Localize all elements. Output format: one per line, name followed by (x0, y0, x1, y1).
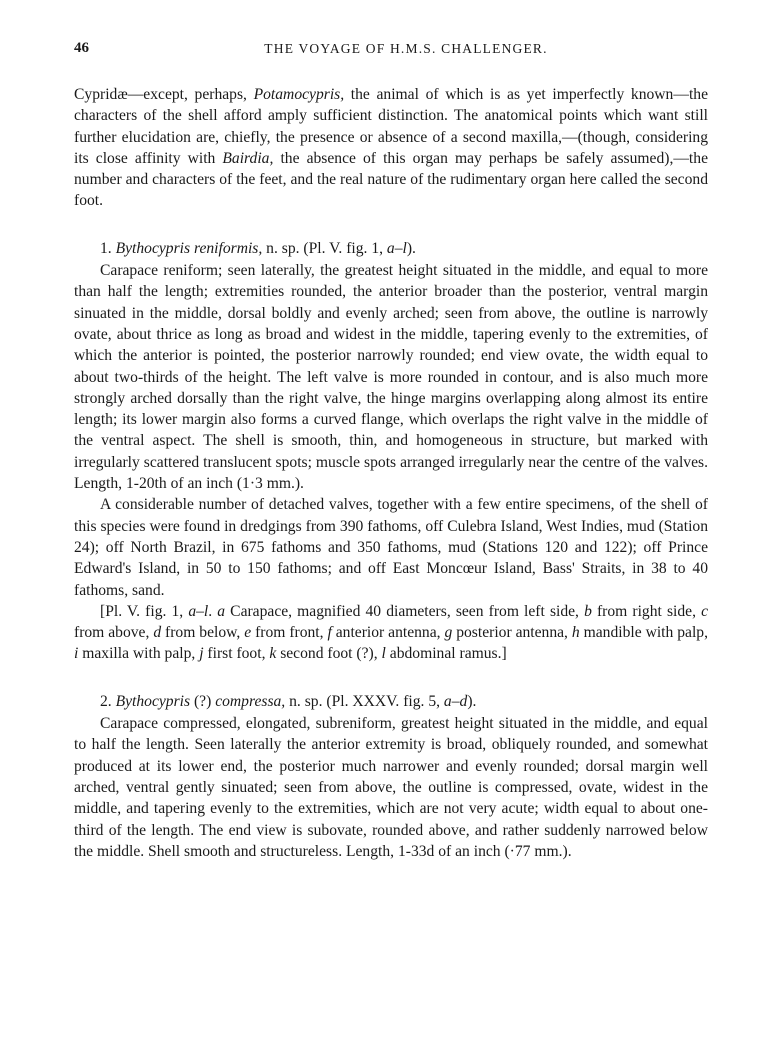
page-header (74, 40, 708, 64)
species-description-reniformis: Carapace reniform; seen laterally, the greatest height situated in the middle, and equal to more than half the length; extremities rounded, the anterior broader than the posterior, ventral margin sinuated in the middle, dorsal boldly and evenly arched; seen from above, the outline is narrowly ovate, about thrice as long as broad and widest in the middle, tapering evenly to the extremities, of which the anterior is pointed, the posterior narrowly rounded; end view ovate, the width equal to about two-thirds of the height. The left valve is more rounded in contour, and is also much more strongly arched dorsally than the right valve, the hinge margins overlapping along almost its entire length; its lower margin also forms a curved flange, which overlaps the right valve in the middle of the ventral aspect. The shell is smooth, thin, and homogeneous in structure, but marked with irregularly scattered translucent spots; muscle spots arranged irregularly near the centre of the valves. Length, 1-20th of an inch (1·3 mm.). (74, 262, 708, 493)
plate-explanation-reniformis: [Pl. V. fig. 1, a–l. a Carapace, magnified 40 diameters, seen from left side, b from right side, c from above, d from below, e from front, f anterior antenna, g posterior antenna, h mandible with palp, i maxilla with palp, j first foot, k second foot (?), l abdominal ramus.] (74, 602, 709, 663)
species-description-compressa: Carapace compressed, elongated, subreniform, greatest height situated in the middle, and equal to half the length. Seen laterally the anterior extremity is broad, obliquely rounded, and somewhat produced at its lower end, the posterior much narrower and evenly rounded; dorsal margin well arched, ventral gently sinuated; seen from above, the outline is compressed, ovate, widest in the middle, and tapering evenly to the extremities, which are not very acute; width equal to about one-third of the length. The end view is subovate, rounded above, and rather suddenly narrowed below the middle. Shell smooth and structureless. Length, 1-33d of an inch (·77 mm.). (74, 715, 708, 860)
intro-paragraph: Cypridæ—except, perhaps, Potamocypris, the animal of which is as yet imperfectly known—the characters of the shell afford amply sufficient distinction. The anatomical points which want still further elucidation are, chiefly, the presence or absence of a second maxilla,—(though, considering its close affinity with Bairdia, the absence of this organ may perhaps be safely assumed),—the number and characters of the feet, and the real nature of the rudimentary organ here called the second foot. (74, 86, 709, 210)
running-title: THE VOYAGE OF H.M.S. CHALLENGER. (264, 41, 548, 56)
page-number: 46 (74, 40, 89, 56)
species-occurrence-reniformis: A considerable number of detached valves, together with a few entire specimens, of the shell of this species were found in dredgings from 390 fathoms, off Culebra Island, West Indies, mud (Station 24); off North Brazil, in 675 fathoms and 350 fathoms, mud (Stations 120 and 122); off Prince Edward's Island, in 50 to 150 fathoms; and off East Moncœur Island, Bass' Straits, in 38 to 40 fathoms, sand. (74, 496, 708, 599)
species-heading-bythocypris-reniformis: 1. Bythocypris reniformis, n. sp. (Pl. V. fig. 1, a–l). (100, 239, 416, 257)
species-heading-bythocypris-compressa: 2. Bythocypris (?) compressa, n. sp. (Pl. XXXV. fig. 5, a–d). (100, 692, 477, 710)
document-page (74, 40, 708, 862)
